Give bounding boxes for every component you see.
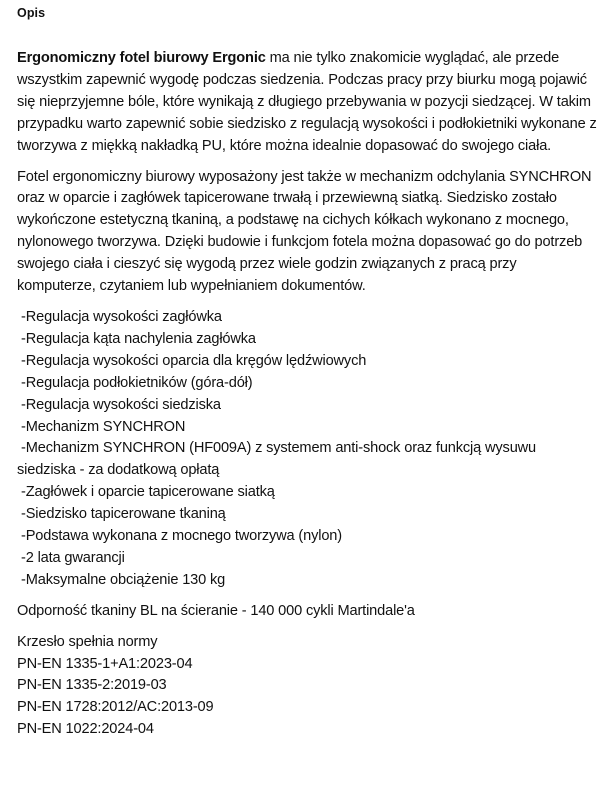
feature-text: 2 lata gwarancji: [25, 549, 125, 566]
bullet-dash: -: [21, 506, 26, 523]
intro-text: ma nie tylko znakomicie wyglądać, ale przede wszystkim zapewnić wygodę podczas siedzenia. Podczas pracy przy biurku mogą pojawić się nieprzyjemne bóle, które wynikają z długiego przebywania w pozycji siedzącej. W takim przypadku warto zapewnić sobie siedzisko z regulacją wysokości i podłokietniki wykonane z tworzywa z miękką nakładką PU, które można idealnie dopasować do swojego ciała.: [17, 50, 597, 154]
feature-text: Mechanizm SYNCHRON: [25, 418, 186, 435]
feature-item: [17, 526, 597, 548]
feature-item: [17, 395, 597, 417]
bullet-dash: -: [21, 396, 26, 413]
norm-item: PN-EN 1022:2024-04: [17, 721, 154, 738]
feature-item: [17, 504, 597, 526]
bullet-dash: -: [21, 418, 26, 435]
feature-text: Mechanizm SYNCHRON (HF009A) z systemem anti-shock oraz funkcją wysuwu siedziska - za dodatkową opłatą: [17, 440, 537, 479]
bullet-dash: -: [21, 352, 26, 369]
feature-item: [17, 482, 597, 504]
bullet-dash: -: [21, 549, 26, 566]
intro-paragraph: [17, 48, 597, 158]
product-name: Ergonomiczny fotel biurowy Ergonic: [17, 50, 266, 66]
feature-text: Regulacja wysokości zagłówka: [25, 308, 222, 325]
features-list: [17, 307, 597, 592]
bullet-dash: -: [21, 308, 26, 325]
norm-item: PN-EN 1335-1+A1:2023-04: [17, 655, 193, 672]
feature-text: Siedzisko tapicerowane tkaniną: [25, 506, 226, 523]
description-paragraph: Fotel ergonomiczny biurowy wyposażony jest także w mechanizm odchylania SYNCHRON oraz w oparcie i zagłówek tapicerowane trwałą i przewiewną siatką. Siedzisko zostało wykończone estetyczną tkaniną, a podstawę na cichych kółkach wykonano z mocnego, nylonowego tworzywa. Dzięki budowie i funkcjom fotela można dopasować go do potrzeb swojego ciała i cieszyć się wygodą przez wiele godzin związanych z pracą przy komputerze, czytaniem lub wypełnianiem dokumentów.: [17, 168, 592, 295]
feature-item: [17, 438, 597, 482]
feature-text: Regulacja kąta nachylenia zagłówka: [25, 330, 256, 347]
feature-text: Maksymalne obciążenie 130 kg: [25, 571, 226, 588]
bullet-dash: -: [21, 374, 26, 391]
description-body: [17, 48, 597, 741]
feature-text: Regulacja wysokości oparcia dla kręgów lędźwiowych: [25, 352, 367, 369]
feature-item: [17, 329, 597, 351]
abrasion-resistance: Odporność tkaniny BL na ścieranie - 140 000 cykli Martindale'a: [17, 602, 415, 619]
bullet-dash: -: [21, 528, 26, 545]
bullet-dash: -: [21, 440, 26, 457]
bullet-dash: -: [21, 330, 26, 347]
norms-heading: Krzesło spełnia normy: [17, 633, 158, 650]
section-title: Opis: [17, 6, 46, 20]
feature-text: Podstawa wykonana z mocnego tworzywa (nylon): [25, 528, 342, 545]
feature-item: [17, 351, 597, 373]
norm-item: PN-EN 1335-2:2019-03: [17, 677, 167, 694]
bullet-dash: -: [21, 484, 26, 501]
bullet-dash: -: [21, 571, 26, 588]
feature-item: [17, 417, 597, 439]
feature-text: Zagłówek i oparcie tapicerowane siatką: [25, 484, 275, 501]
feature-text: Regulacja wysokości siedziska: [25, 396, 221, 413]
feature-item: [17, 307, 597, 329]
norms-block: [17, 632, 597, 742]
feature-item: [17, 548, 597, 570]
norm-item: PN-EN 1728:2012/AC:2013-09: [17, 699, 214, 716]
feature-item: [17, 570, 597, 592]
feature-text: Regulacja podłokietników (góra-dół): [25, 374, 253, 391]
feature-item: [17, 373, 597, 395]
